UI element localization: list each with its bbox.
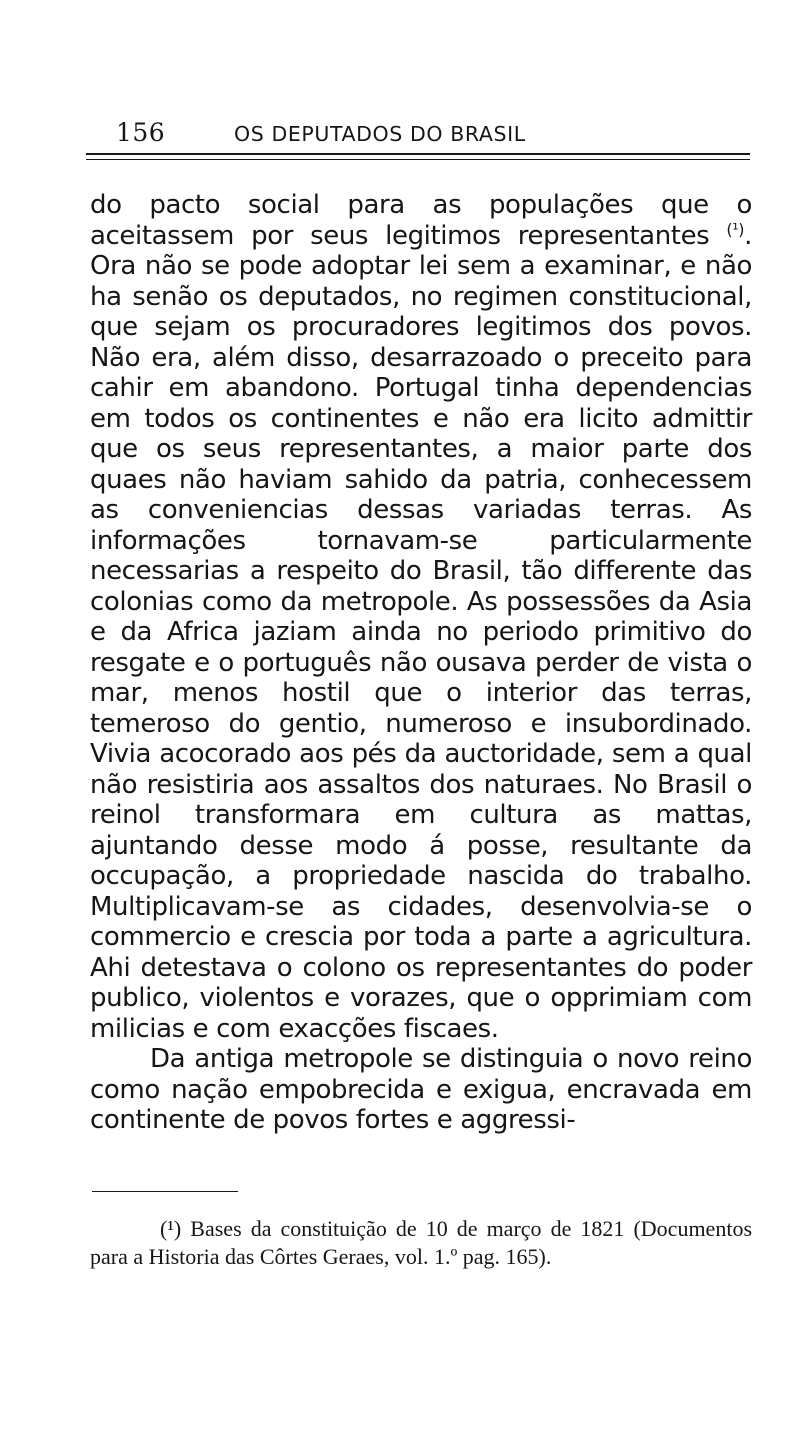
- paragraph-1-part-b: . Ora não se pode adoptar lei sem a examinar, e não ha senão os deputados, no regimen constitucional, que sejam os procuradores legitimos dos povos. Não era, além disso, desarrazoado o preceito para cahir em abandono. Portugal tinha dependencias em todos os continentes e não era licito admittir que os seus representantes, a maior parte dos quaes não haviam sahido da patria, conhecessem as conveniencias dessas variadas terras. As informações tornavam-se particularmente necessarias a respeito do Brasil, tão differente das colonias como da metropole. As possessões da Asia e da Africa jaziam ainda no periodo primitivo do resgate e o português não ousava perder de vista o mar, menos hostil que o interior das terras, temeroso do gentio, numeroso e insubordinado. Vivia acocorado aos pés da auctoridade, sem a qual não resistiria aos assaltos dos naturaes. No Brasil o reinol transformara em cultura as mattas, ajuntando desse modo á posse, resultante da occupação, a propriedade nascida do trabalho. Multiplicavam-se as cidades, desenvolvia-se o commercio e crescia por toda a parte a agricultura. Ahi detestava o colono os representantes do poder publico, violentos e vorazes, que o opprimiam com milicias e com exacções fiscaes.: [90, 220, 752, 1044]
- page-header: [116, 118, 752, 152]
- footnote-rule: [92, 1191, 238, 1192]
- header-rule: [86, 153, 750, 160]
- main-text: [90, 190, 752, 1136]
- paragraph-1: [90, 190, 752, 1044]
- paragraph-1-part-a: do pacto social para as populações que o aceitassem por seus legitimos representantes: [90, 190, 752, 251]
- footnote: [90, 1215, 752, 1271]
- page-number: 156: [116, 118, 166, 147]
- footnote-marker: (¹): [160, 1216, 182, 1241]
- paragraph-2: Da antiga metropole se distinguia o novo reino como nação empobrecida e exigua, encravada em continente de povos fortes e aggressi-: [90, 1044, 752, 1135]
- footnote-text: Bases da constituição de 10 de março de 1821 (Documentos para a Historia das Côrtes Geraes, vol. 1.º pag. 165).: [90, 1216, 752, 1269]
- footnote-reference: (¹): [726, 219, 745, 239]
- running-title: OS DEPUTADOS DO BRASIL: [234, 122, 526, 146]
